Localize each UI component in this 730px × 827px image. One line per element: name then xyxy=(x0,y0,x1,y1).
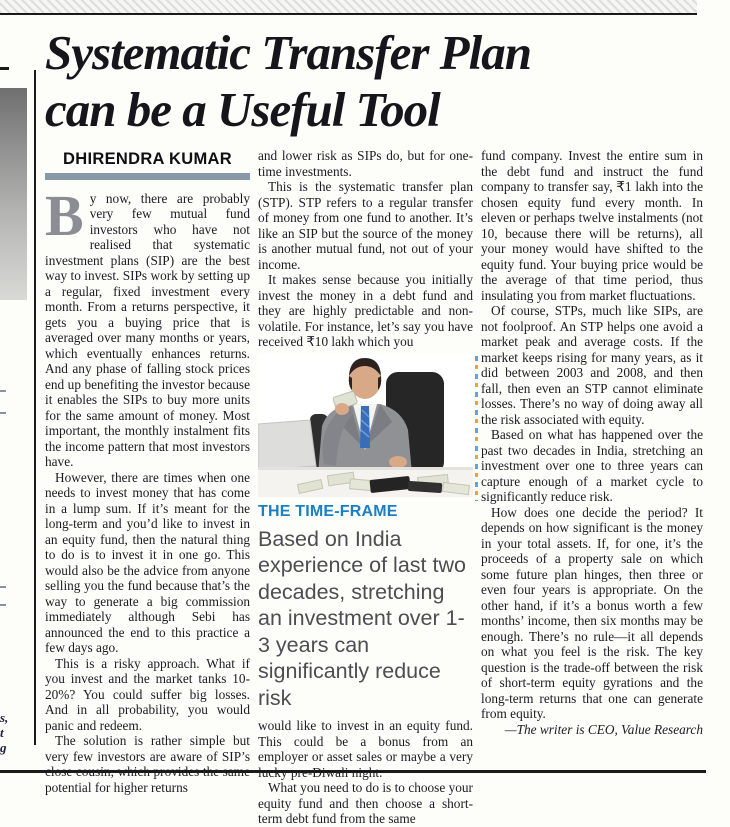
top-horizontal-rule xyxy=(0,13,697,15)
paragraph: However, there are times when one needs to invest money that has come in a lump sum. If it’s meant for the long-term and you’d like to invest in an equity fund, then the natural thing to do is to invest it in one go. This would also be the advice from anyone selling you the fund because that’s the way to generate a big commission immediately although Sebi has announced the end to this practice a few days ago. xyxy=(45,469,250,655)
margin-tick xyxy=(0,412,6,414)
paragraph: It makes sense because you initially invest the money in a debt fund and they are highly predictable and non-volatile. For instance, let’s say you have received ₹10 lakh which you xyxy=(258,272,473,349)
businessman-photo-illustration xyxy=(258,354,473,497)
adjacent-column-text-fragment: s, xyxy=(0,710,9,725)
left-margin-rule-end xyxy=(0,67,9,70)
article-column-1 xyxy=(45,148,250,795)
paragraph: This is a risky approach. What if you invest and the market tanks 10-20%? You could suffer big losses. And in all probability, you would panic and redeem. xyxy=(45,655,250,733)
adjacent-column-photo-fragment xyxy=(0,88,27,300)
timeframe-section-label: THE TIME-FRAME xyxy=(258,503,398,520)
dashed-photo-divider xyxy=(475,356,478,501)
adjacent-column-text-fragment: g xyxy=(0,740,7,755)
author-signoff: —The writer is CEO, Value Research xyxy=(504,721,703,737)
margin-tick xyxy=(0,390,6,392)
paragraph-text: y now, there are probably very few mutual fund investors who have not realised that systematic investment plans (SIP) are the best way to invest. SIPs work by setting up a regular, fixed investment every month. From a returns perspective, it gets you a buying price that is averaged over many months or years, which eventually enhances returns. And any phase of falling stock prices end up benefiting the investor because it enables the SIPs to buy more units for the same amount of money. Most important, the monthly instalment fits the income pattern that most investors have. xyxy=(45,190,250,469)
paragraph: How does one decide the period? It depends on how significant is the money in your total assets. If, for one, it’s the proceeds of a property sale on which some future plan hinges, then three or even four years is appropriate. On the other hand, if it’s a bonus worth a few months’ income, then six months may be enough. There’s no rule—it all depends on what you feel is the risk. The key question is the trade-off between the risk of short-term equity gyrations and the long-term returns that one can generate from equity. xyxy=(481,504,703,721)
businessman-photo xyxy=(258,354,473,501)
article-headline xyxy=(45,24,705,138)
headline-line-2: can be a Useful Tool xyxy=(45,82,440,137)
paragraph: What you need to do is to choose your equity fund and then choose a short-term debt fund from the same xyxy=(258,780,473,826)
adjacent-column-text-fragment: t xyxy=(0,725,4,740)
article-column-3 xyxy=(481,148,703,737)
paragraph: Of course, STPs, much like SIPs, are not foolproof. An STP helps one avoid a market peak and average costs. If the market keeps rising for many years, as it did between 2003 and 2008, and then fall, then even an STP cannot eliminate losses. There’s no way of doing away all the risk associated with equity. xyxy=(481,303,703,427)
paragraph xyxy=(45,182,250,470)
headline-line-1: Systematic Transfer Plan xyxy=(45,25,531,80)
margin-tick xyxy=(0,586,6,588)
paragraph: would like to invest in an equity fund. This could be a bonus from an employer or asset sales or maybe a very lucky pre-Diwali night. xyxy=(258,718,473,780)
paragraph: fund company. Invest the entire sum in the debt fund and instruct the fund company to transfer say, ₹1 lakh into the chosen equity fund every month. In eleven or perhaps twelve instalments (not 10, because there will be returns), all your money would have shifted to the equity fund. Your buying price would be the average of that time period, thus insulating you from market fluctuations. xyxy=(481,148,703,303)
author-byline: DHIRENDRA KUMAR xyxy=(63,150,232,168)
column-separator-rule xyxy=(34,70,36,745)
article-column-2 xyxy=(258,148,473,827)
paragraph: The solution is rather simple but very few investors are aware of SIP’s close cousin, which provides the same potential for higher returns xyxy=(45,733,250,795)
byline-divider-bar xyxy=(45,173,250,180)
paragraph: Based on what has happened over the past two decades in India, stretching an investment over one to three years can capture enough of a market cycle to significantly reduce risk. xyxy=(481,427,703,504)
page-top-hatch-strip xyxy=(0,0,697,13)
pull-quote: Based on India experience of last two decades, stretching an investment over 1-3 years can significantly reduce risk xyxy=(258,526,466,710)
article xyxy=(45,24,705,827)
paragraph: and lower risk as SIPs do, but for one-time investments. xyxy=(258,148,473,179)
margin-tick xyxy=(0,604,6,606)
paragraph: This is the systematic transfer plan (STP). STP refers to a regular transfer of money from one fund to another. It’s like an SIP but the source of the money is another mutual fund, not out of your income. xyxy=(258,179,473,272)
drop-cap: B xyxy=(45,182,84,248)
